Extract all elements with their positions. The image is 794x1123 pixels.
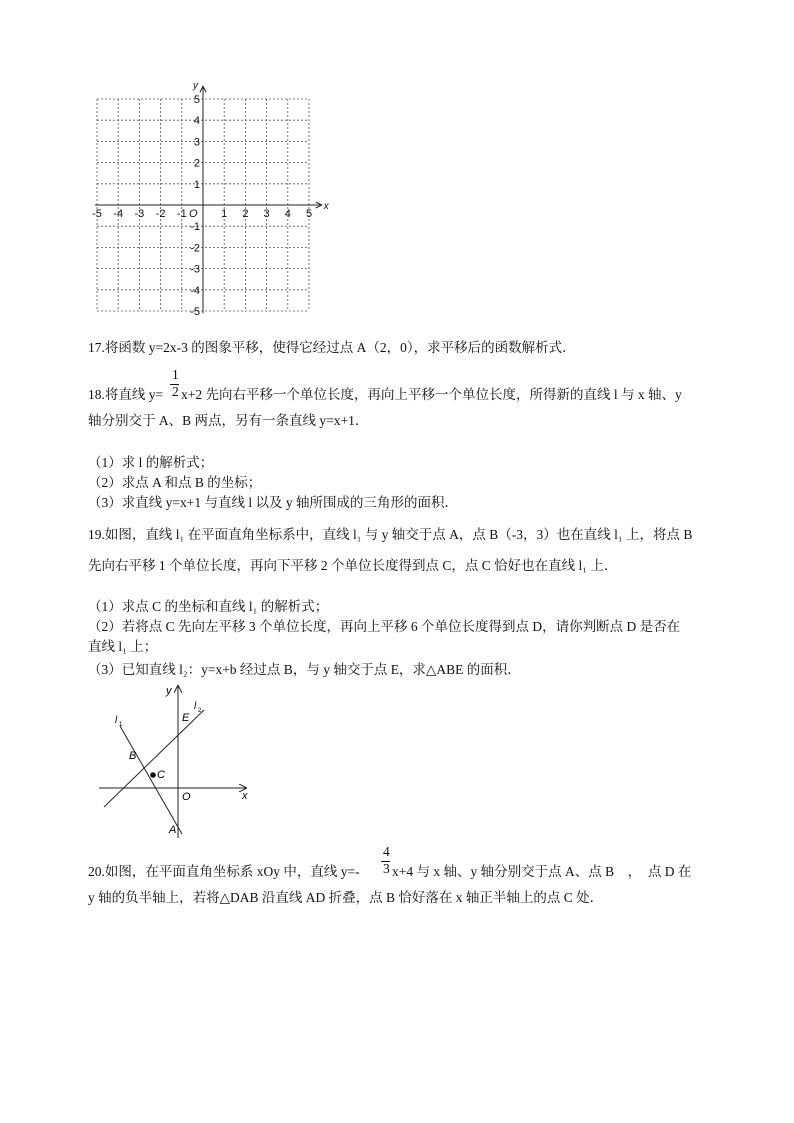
label-y: y (166, 685, 172, 697)
label-o: O (182, 791, 191, 803)
label-c: C (157, 769, 165, 781)
q19-part-1: （1）求点 C 的坐标和直线 l₁ 的解析式； (88, 599, 329, 614)
grid-y-tick-label: 2 (193, 157, 200, 170)
question-18-line2: 轴分别交于 A、B 两点，另有一条直线 y=x+1． (88, 413, 369, 428)
grid-y-tick-label: -3 (190, 263, 200, 276)
grid-y-tick-label: -1 (190, 221, 200, 234)
q20-fraction-denominator: 3 (383, 861, 390, 876)
grid-y-tick-label: 1 (193, 178, 200, 191)
grid-tick-labels (92, 80, 330, 318)
q18-fraction-denominator: 2 (172, 384, 179, 399)
grid-x-tick-label: -3 (134, 208, 145, 220)
grid-x-tick-label: 5 (305, 208, 313, 220)
question-18-line1-post: x+2 先向右平移一个单位长度，再向上平移一个单位长度，所得新的直线 l 与 x 轴、y (181, 387, 682, 402)
label-e: E (182, 712, 190, 724)
grid-x-tick-label: -5 (92, 208, 102, 220)
q19-figure (96, 682, 254, 840)
line-l1 (120, 726, 182, 834)
grid-x-axis-label: x (323, 201, 329, 212)
q19-part-2-cont: 直线 l₁ 上； (88, 639, 158, 654)
q19-part-2: （2）若将点 C 先向左平移 3 个单位长度，再向上平移 6 个单位长度得到点 D，请你判断点 D 是否在 (88, 619, 681, 634)
coordinate-grid-figure (90, 80, 340, 325)
grid-x-tick-label: 4 (284, 208, 291, 220)
question-18-line1-pre: 18.将直线 y= (88, 387, 164, 402)
question-20-line1-pre: 20.如图，在平面直角坐标系 xOy 中，直线 y=- (88, 864, 360, 879)
grid-y-tick-label: 5 (193, 94, 200, 106)
label-b: B (129, 750, 137, 762)
grid-x-tick-label: 2 (242, 208, 249, 220)
question-20-line1-post: x+4 与 x 轴、y 轴分别交于点 A、点 B ， 点 D 在 (392, 864, 692, 879)
label-l1: l (115, 715, 118, 726)
grid-y-tick-label: -2 (190, 242, 200, 255)
grid-y-axis-label: y (193, 80, 198, 92)
question-19-line2: 先向右平移 1 个单位长度，再向下平移 2 个单位长度得到点 C，点 C 恰好也在直线 l₁ 上． (88, 558, 618, 573)
label-a: A (169, 824, 177, 836)
grid-x-tick-label: -1 (176, 208, 187, 220)
q18-part-1: （1）求 l 的解析式； (88, 455, 214, 470)
grid-y-tick-label: -4 (190, 284, 200, 297)
grid-x-tick-label: -4 (113, 208, 124, 220)
grid-y-tick-label: -5 (190, 306, 200, 318)
q19-part-3: （3）已知直线 l₂：y=x+b 经过点 B，与 y 轴交于点 E，求△ABE 的面积． (88, 662, 521, 677)
grid-y-tick-label: 3 (193, 136, 200, 149)
question-20-line2: y 轴的负半轴上，若将△DAB 沿直线 AD 折叠，点 B 恰好落在 x 轴正半轴上的点 C 处． (88, 890, 604, 905)
grid-x-tick-label: -2 (155, 208, 166, 220)
grid-origin-label: O (189, 208, 198, 220)
point-c (150, 772, 156, 778)
grid-x-tick-label: 3 (263, 208, 270, 220)
question-19-line1: 19.如图，直线 l₁ 在平面直角坐标系中，直线 l₁ 与 y 轴交于点 A，点 B（-3，3）也在直线 l₁ 上，将点 B (88, 527, 693, 542)
q20-fraction-numerator: 4 (383, 844, 390, 859)
label-l2: l (194, 701, 197, 712)
grid-y-tick-label: 4 (193, 115, 200, 128)
q18-part-3: （3）求直线 y=x+1 与直线 l 以及 y 轴所围成的三角形的面积． (88, 495, 458, 510)
q18-part-2: （2）求点 A 和点 B 的坐标； (88, 475, 262, 490)
label-l2-sub: 2 (198, 708, 202, 714)
q18-fraction-numerator: 1 (172, 367, 179, 382)
grid-x-tick-label: 1 (221, 208, 228, 220)
label-x: x (242, 790, 248, 802)
label-l1-sub: 1 (119, 722, 123, 728)
question-17: 17.将函数 y=2x-3 的图象平移，使得它经过点 A（2，0），求平移后的函数解析式． (88, 340, 576, 355)
